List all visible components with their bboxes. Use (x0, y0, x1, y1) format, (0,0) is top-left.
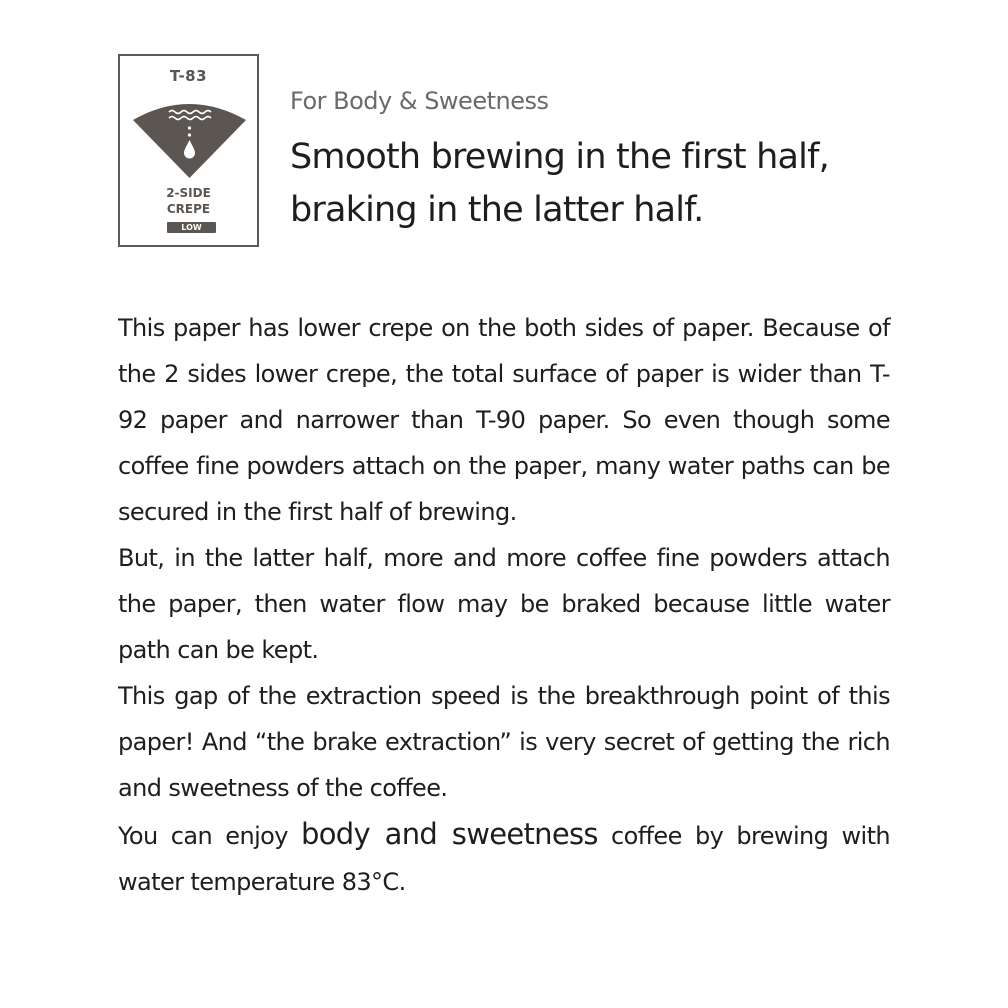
filter-badge (118, 54, 259, 247)
filter-cone-icon (131, 96, 248, 186)
badge-line-2: CREPE (166, 202, 211, 216)
emphasis-text: body and sweetness (301, 817, 598, 851)
badge-line-1: 2-SIDE (166, 186, 211, 200)
paragraph-2: But, in the latter half, more and more coffee fine powders attach the paper, then water flow may be braked because little water path can be kept. (118, 544, 890, 664)
subtitle: For Body & Sweetness (290, 87, 549, 115)
headline-line-1: Smooth brewing in the first half, (290, 137, 829, 177)
headline-line-2: braking in the latter half. (290, 190, 704, 230)
paragraph-4-end: coffee by brewing with water temperature 83°C. (118, 822, 890, 896)
badge-code: T-83 (169, 67, 208, 85)
badge-level-label: LOW (167, 222, 216, 233)
paragraph-4 (118, 811, 890, 905)
paragraph-4-start: You can enjoy (118, 822, 302, 850)
paragraph-1: This paper has lower crepe on the both sides of paper. Because of the 2 sides lower crepe, the total surface of paper is wider than T-92 paper and narrower than T-90 paper. So even though some coffee fine powders attach on the paper, many water paths can be secured in the first half of brewing. (118, 314, 890, 526)
paragraph-3: This gap of the extraction speed is the breakthrough point of this paper! And “the brake extraction” is very secret of getting the rich and sweetness of the coffee. (118, 682, 890, 802)
body-text (118, 305, 890, 905)
headline (290, 131, 930, 237)
